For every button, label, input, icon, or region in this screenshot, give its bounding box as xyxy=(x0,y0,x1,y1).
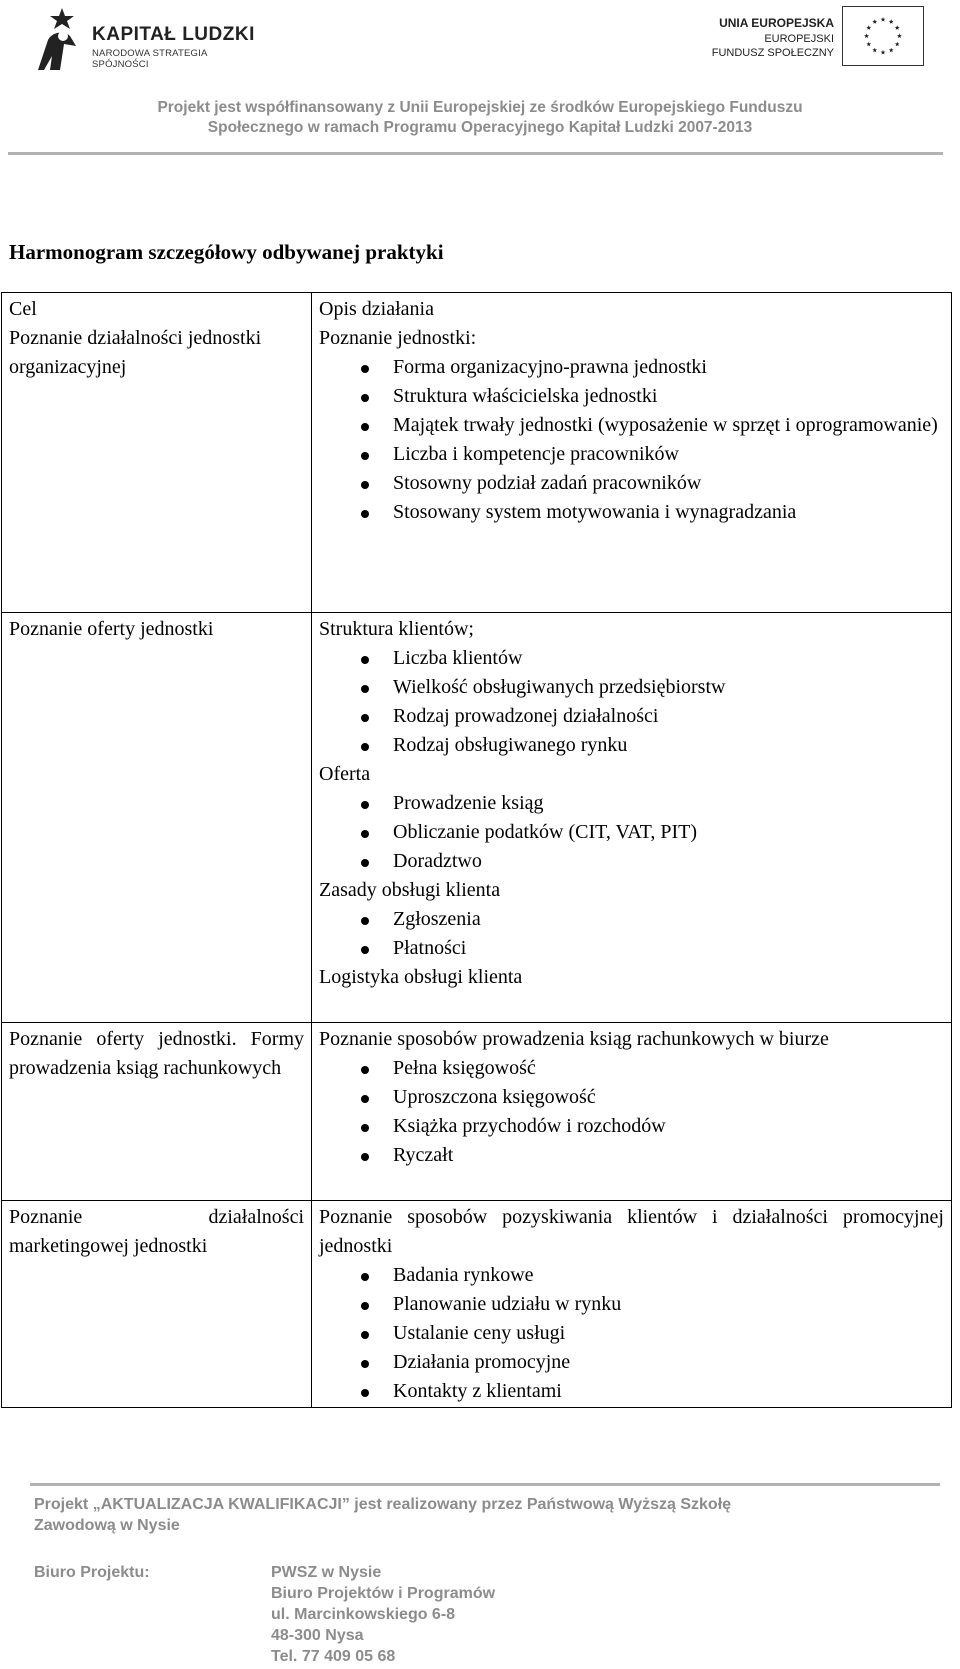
eu-logo-line2: EUROPEJSKI xyxy=(764,33,834,45)
section-closing: Logistyka obsługi klienta xyxy=(319,966,523,988)
list-item: Kontakty z klientami xyxy=(319,1377,944,1406)
footer-office-label: Biuro Projektu: xyxy=(34,1564,150,1581)
header-divider xyxy=(8,152,943,155)
bullet-list xyxy=(319,644,944,760)
list-item: Prowadzenie ksiąg xyxy=(319,789,944,818)
list-item: Badania rynkowe xyxy=(319,1261,944,1290)
eu-star-icon xyxy=(864,33,869,38)
schedule-table xyxy=(1,292,952,1408)
list-item: Wielkość obsługiwanych przedsiębiorstw xyxy=(319,673,944,702)
description-intro: Poznanie jednostki: xyxy=(319,327,477,349)
logo-left-title: KAPITAŁ LUDZKI xyxy=(92,24,255,45)
column-header-goal: Cel xyxy=(9,298,37,320)
eu-logo xyxy=(700,6,930,68)
logo-left-subtitle: NARODOWA STRATEGIA SPÓJNOŚCI xyxy=(92,48,207,70)
eu-star-icon xyxy=(881,17,886,22)
table-row xyxy=(2,1201,952,1408)
table-row xyxy=(2,293,952,613)
eu-star-icon xyxy=(881,50,886,55)
list-item: Struktura właścicielska jednostki xyxy=(319,382,944,411)
bullet-list xyxy=(319,1261,944,1406)
goal-text: Poznanie oferty jednostki. Formy prowadzenia ksiąg rachunkowych xyxy=(9,1028,304,1079)
page-header xyxy=(0,0,960,160)
section-heading: Struktura klientów; xyxy=(319,618,474,640)
eu-star-icon xyxy=(895,42,900,47)
address-line: PWSZ w Nysie xyxy=(271,1564,382,1581)
address-line: Tel. 77 409 05 68 xyxy=(271,1648,396,1665)
eu-star-icon xyxy=(897,33,902,38)
list-item: Płatności xyxy=(319,934,944,963)
bullet-list xyxy=(319,1054,944,1170)
goal-text: Poznanie działalności jednostki organizacyjnej xyxy=(9,327,262,378)
section-heading: Zasady obsługi klienta xyxy=(319,879,501,901)
list-item: Pełna księgowość xyxy=(319,1054,944,1083)
footer-divider xyxy=(30,1483,940,1486)
list-item: Rodzaj prowadzonej działalności xyxy=(319,702,944,731)
eu-star-icon xyxy=(872,48,877,53)
section-heading: Oferta xyxy=(319,763,371,785)
address-line: 48-300 Nysa xyxy=(271,1627,364,1644)
list-item: Forma organizacyjno-prawna jednostki xyxy=(319,353,944,382)
goal-cell xyxy=(2,1023,312,1201)
goal-cell xyxy=(2,613,312,1023)
cofinance-line-1: Projekt jest współfinansowany z Unii Europejskiej ze środków Europejskiego Funduszu xyxy=(157,99,803,116)
list-item: Rodzaj obsługiwanego rynku xyxy=(319,731,944,760)
description-intro: Poznanie sposobów pozyskiwania klientów i działalności promocyjnej jednostki xyxy=(319,1206,944,1257)
address-line: ul. Marcinkowskiego 6-8 xyxy=(271,1606,456,1623)
goal-cell xyxy=(2,293,312,613)
table-row xyxy=(2,1023,952,1201)
list-item: Liczba i kompetencje pracowników xyxy=(319,440,944,469)
address-line: Biuro Projektów i Programów xyxy=(271,1585,496,1602)
list-item: Obliczanie podatków (CIT, VAT, PIT) xyxy=(319,818,944,847)
footer-project-line-1: Projekt „AKTUALIZACJA KWALIFIKACJI” jest realizowany przez Państwową Wyższą Szkołę xyxy=(34,1496,732,1513)
list-item: Doradztwo xyxy=(319,847,944,876)
description-cell xyxy=(312,1023,952,1201)
list-item: Ustalanie ceny usługi xyxy=(319,1319,944,1348)
column-header-description: Opis działania xyxy=(319,298,434,320)
eu-star-icon xyxy=(872,19,877,24)
description-cell xyxy=(312,613,952,1023)
cofinance-line-2: Społecznego w ramach Programu Operacyjnego Kapitał Ludzki 2007-2013 xyxy=(207,119,753,136)
eu-star-icon xyxy=(866,42,871,47)
footer-address xyxy=(271,1562,495,1667)
list-item: Liczba klientów xyxy=(319,644,944,673)
description-cell xyxy=(312,1201,952,1408)
eu-flag-icon xyxy=(842,6,924,66)
eu-star-icon xyxy=(866,25,871,30)
goal-text: Poznanie działalności marketingowej jednostki xyxy=(9,1206,304,1257)
goal-cell xyxy=(2,1201,312,1408)
eu-logo-line1: UNIA EUROPEJSKA xyxy=(719,16,834,30)
list-item: Zgłoszenia xyxy=(319,905,944,934)
page-footer xyxy=(34,1494,934,1665)
bullet-list xyxy=(319,353,944,527)
kapital-ludzki-logo xyxy=(34,6,264,72)
list-item: Uproszczona księgowość xyxy=(319,1083,944,1112)
list-item: Majątek trwały jednostki (wyposażenie w sprzęt i oprogramowanie) xyxy=(319,411,944,440)
eu-star-icon xyxy=(889,48,894,53)
document-title: Harmonogram szczegółowy odbywanej praktyki xyxy=(9,240,444,264)
footer-project-line-2: Zawodową w Nysie xyxy=(34,1517,180,1534)
eu-logo-line3: FUNDUSZ SPOŁECZNY xyxy=(711,47,834,59)
bullet-list xyxy=(319,789,944,876)
list-item: Stosowany system motywowania i wynagradzania xyxy=(319,498,944,527)
cofinance-note xyxy=(0,98,960,138)
footer-project-note xyxy=(34,1494,914,1536)
description-intro: Poznanie sposobów prowadzenia ksiąg rachunkowych w biurze xyxy=(319,1028,829,1050)
list-item: Stosowny podział zadań pracowników xyxy=(319,469,944,498)
list-item: Książka przychodów i rozchodów xyxy=(319,1112,944,1141)
eu-star-icon xyxy=(889,19,894,24)
kapital-ludzki-logo-icon xyxy=(34,6,84,72)
description-cell xyxy=(312,293,952,613)
list-item: Ryczałt xyxy=(319,1141,944,1170)
bullet-list xyxy=(319,905,944,963)
list-item: Planowanie udziału w rynku xyxy=(319,1290,944,1319)
eu-star-icon xyxy=(895,25,900,30)
table-row xyxy=(2,613,952,1023)
list-item: Działania promocyjne xyxy=(319,1348,944,1377)
goal-text: Poznanie oferty jednostki xyxy=(9,618,214,640)
